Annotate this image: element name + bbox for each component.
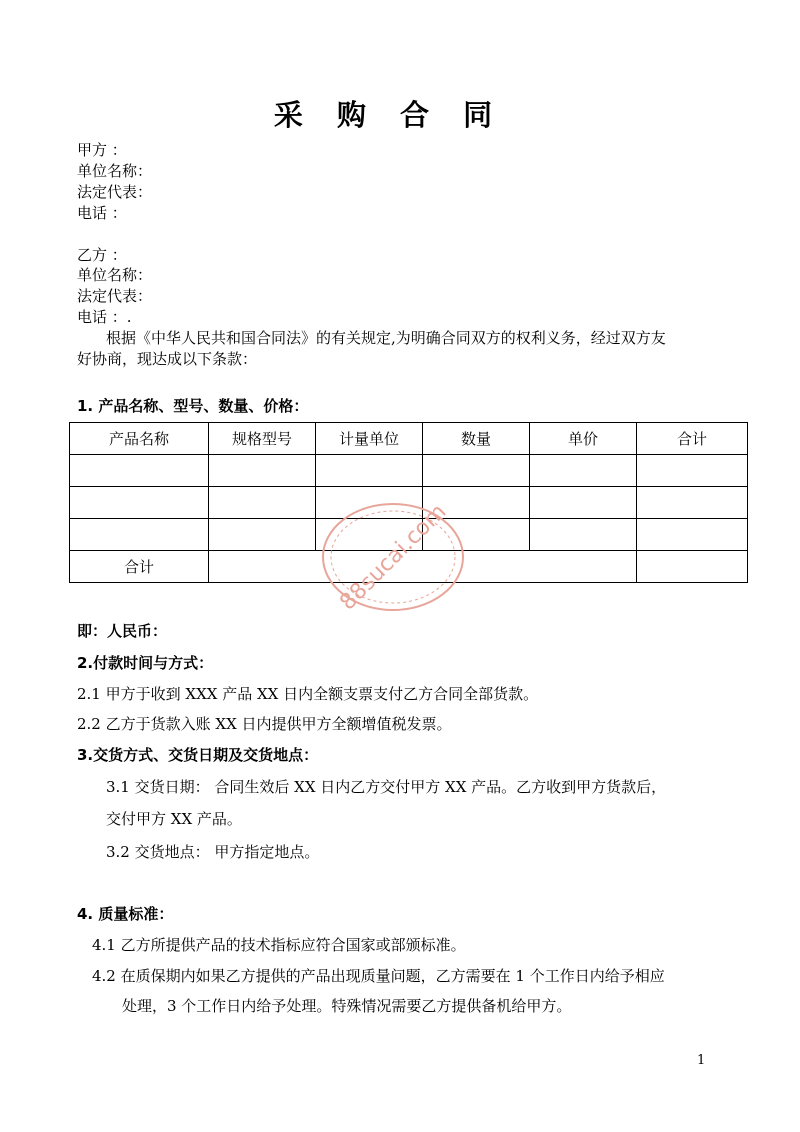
table-cell <box>70 487 209 519</box>
column-header: 规格型号 <box>209 423 316 455</box>
table-row <box>70 455 748 487</box>
table-cell <box>209 487 316 519</box>
party-a-unit-name: 单位名称： <box>77 162 153 180</box>
party-b-phone: 电话 ：. <box>77 308 132 326</box>
table-cell <box>316 455 423 487</box>
column-header: 计量单位 <box>316 423 423 455</box>
table-cell <box>70 519 209 551</box>
preamble-line-1: 根据《中华人民共和国合同法》的有关规定,为明确合同双方的权利义务，经过双方友 <box>106 329 666 347</box>
table-cell <box>637 487 748 519</box>
table-cell <box>530 519 637 551</box>
table-cell <box>530 455 637 487</box>
section-2-item-2: 2.2 乙方于货款入账 XX 日内提供甲方全额增值税发票。 <box>77 715 452 733</box>
table-cell <box>637 551 748 583</box>
section-2-item-1: 2.1 甲方于收到 XXX 产品 XX 日内全额支票支付乙方合同全部货款。 <box>77 685 539 703</box>
table-cell <box>637 519 748 551</box>
column-header: 产品名称 <box>70 423 209 455</box>
page-number: 1 <box>697 1053 706 1068</box>
section-4-item-2-line-2: 处理，3 个工作日内给予处理。特殊情况需要乙方提供备机给甲方。 <box>122 997 572 1015</box>
party-a-label: 甲方 ： <box>77 141 127 159</box>
party-b-label: 乙方 ： <box>77 246 127 264</box>
column-header: 合计 <box>637 423 748 455</box>
section-1-heading: 1. 产品名称、型号、数量、价格： <box>77 397 309 415</box>
preamble-line-2: 好协商，现达成以下条款： <box>77 350 258 368</box>
section-3-item-2: 3.2 交货地点： 甲方指定地点。 <box>106 843 320 861</box>
party-a-representative: 法定代表： <box>77 183 153 201</box>
table-cell <box>209 455 316 487</box>
table-cell <box>209 519 316 551</box>
party-a-phone: 电话 ： <box>77 204 127 222</box>
table-header-row <box>70 423 748 455</box>
section-4-item-2-line-1: 4.2 在质保期内如果乙方提供的产品出现质量问题，乙方需要在 1 个工作日内给予相应 <box>92 967 665 985</box>
section-3-item-1-line-1: 3.1 交货日期： 合同生效后 XX 日内乙方交付甲方 XX 产品。乙方收到甲方货款后， <box>106 778 667 796</box>
table-cell <box>637 455 748 487</box>
table-cell <box>70 455 209 487</box>
table-cell <box>530 487 637 519</box>
column-header: 数量 <box>423 423 530 455</box>
watermark-text: 88sucai.com <box>335 499 452 616</box>
section-4-item-1: 4.1 乙方所提供产品的技术指标应符合国家或部颁标准。 <box>92 936 466 954</box>
party-b-representative: 法定代表： <box>77 287 153 305</box>
document-title: 采 购 合 同 <box>273 98 505 132</box>
section-3-heading: 3.交货方式、交货日期及交货地点： <box>77 746 319 764</box>
section-3-item-1-line-2: 交付甲方 XX 产品。 <box>106 810 242 828</box>
section-4-heading: 4. 质量标准： <box>77 905 174 923</box>
column-header: 单价 <box>530 423 637 455</box>
total-label: 合计 <box>70 551 209 583</box>
section-2-heading: 2.付款时间与方式： <box>77 654 214 672</box>
table-cell <box>423 455 530 487</box>
rmb-line: 即：人民币： <box>77 622 168 640</box>
watermark-stamp <box>318 498 468 616</box>
party-b-unit-name: 单位名称： <box>77 266 153 284</box>
